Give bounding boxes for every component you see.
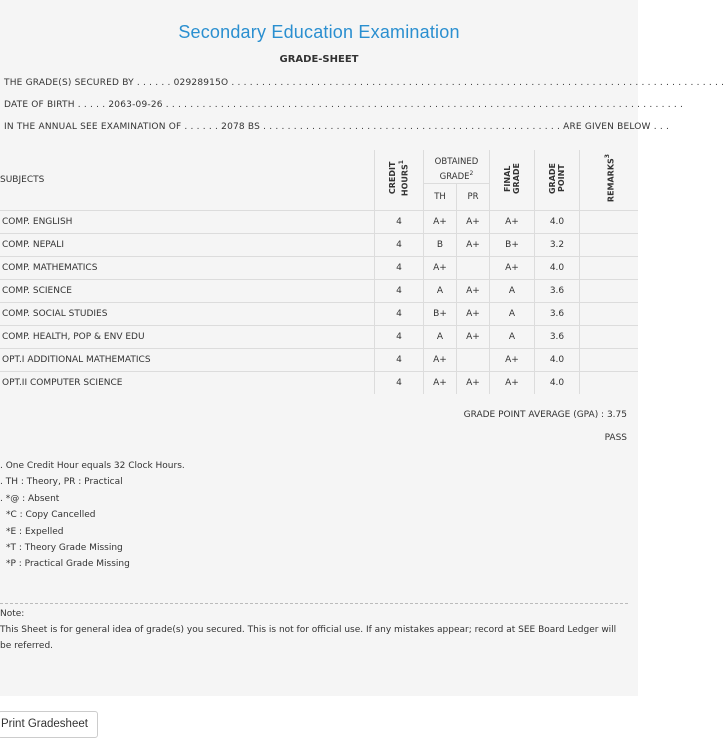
grade-sheet-heading: GRADE-SHEET bbox=[279, 54, 359, 65]
table-row bbox=[0, 257, 638, 280]
pr-grade-cell: A+ bbox=[457, 326, 490, 349]
grade-point-cell: 4.0 bbox=[535, 211, 580, 234]
final-grade-cell: B+ bbox=[490, 234, 535, 257]
table-row bbox=[0, 303, 638, 326]
th-grade-cell: B bbox=[424, 234, 457, 257]
grade-point-cell: 4.0 bbox=[535, 349, 580, 372]
remarks-cell bbox=[580, 326, 639, 349]
grade-point-cell: 3.2 bbox=[535, 234, 580, 257]
exam-label: IN THE ANNUAL SEE EXAMINATION OF bbox=[4, 122, 182, 132]
credit-cell: 4 bbox=[375, 257, 424, 280]
footnote-item: . One Credit Hour equals 32 Clock Hours. bbox=[0, 461, 185, 471]
pr-header: PR bbox=[457, 183, 490, 210]
divider bbox=[0, 603, 628, 604]
footnote-item: *E : Expelled bbox=[6, 526, 64, 537]
th-grade-cell: A+ bbox=[424, 211, 457, 234]
pr-grade-cell: A+ bbox=[457, 372, 490, 395]
pr-grade-cell bbox=[457, 257, 490, 280]
table-header-row bbox=[0, 150, 638, 183]
secured-by-line: THE GRADE(S) SECURED BY . . . . . . 02928915O . . . . . . . . . . . . . . . . . . . . . . . . . . . . . . . . . . . . . . . . . . . . . . . . . . . . . . . . . . . . . . . . . . . . . . . . . . . . . . . . . bbox=[4, 78, 724, 88]
final-grade-cell: A bbox=[490, 303, 535, 326]
dob-line: DATE OF BIRTH . . . . . 2063-09-26 . . . . . . . . . . . . . . . . . . . . . . . . . . . . . . . . . . . . . . . . . . . . . . . . . . . . . . . . . . . . . . . . . . . . . . . . . . . . . . . . . . . . . bbox=[4, 100, 684, 110]
secured-by-label: THE GRADE(S) SECURED BY bbox=[4, 78, 134, 88]
remarks-cell bbox=[580, 234, 639, 257]
footnote-item: *T : Theory Grade Missing bbox=[6, 543, 123, 554]
th-grade-cell: A+ bbox=[424, 257, 457, 280]
credit-cell: 4 bbox=[375, 372, 424, 395]
th-grade-cell: A bbox=[424, 326, 457, 349]
th-grade-cell: B+ bbox=[424, 303, 457, 326]
dob-label: DATE OF BIRTH bbox=[4, 100, 75, 110]
grades-table bbox=[0, 150, 638, 394]
grade-point-cell: 3.6 bbox=[535, 326, 580, 349]
subject-cell: COMP. ENGLISH bbox=[0, 211, 375, 234]
pr-grade-cell: A+ bbox=[457, 280, 490, 303]
note-label: Note: bbox=[0, 609, 25, 619]
final-grade-cell: A+ bbox=[490, 211, 535, 234]
table-row bbox=[0, 211, 638, 234]
footnote-item: . TH : Theory, PR : Practical bbox=[0, 477, 123, 488]
pr-grade-cell: A+ bbox=[457, 211, 490, 234]
footnote-item: *C : Copy Cancelled bbox=[6, 510, 96, 521]
credit-cell: 4 bbox=[375, 280, 424, 303]
subject-cell: OPT.I ADDITIONAL MATHEMATICS bbox=[0, 349, 375, 372]
remarks-cell bbox=[580, 280, 639, 303]
final-grade-cell: A bbox=[490, 280, 535, 303]
th-grade-cell: A+ bbox=[424, 372, 457, 395]
credit-cell: 4 bbox=[375, 349, 424, 372]
table-row bbox=[0, 349, 638, 372]
dob-value: 2063-09-26 bbox=[108, 100, 163, 110]
final-grade-header: FINAL GRADE bbox=[490, 150, 535, 211]
table-row bbox=[0, 234, 638, 257]
subject-cell: COMP. SOCIAL STUDIES bbox=[0, 303, 375, 326]
remarks-header: REMARKS$^3$ bbox=[580, 150, 639, 211]
exam-title: Secondary Education Examination bbox=[178, 22, 460, 42]
result-status: PASS bbox=[604, 433, 627, 443]
table-row bbox=[0, 326, 638, 349]
exam-line: IN THE ANNUAL SEE EXAMINATION OF . . . . . . 2078 BS . . . . . . . . . . . . . . . . . . . . . . . . . . . . . . . . . . . . . . . . . . . . . . . . . ARE GIVEN BELOW . . . bbox=[4, 122, 670, 132]
grade-point-cell: 4.0 bbox=[535, 372, 580, 395]
remarks-cell bbox=[580, 211, 639, 234]
subject-cell: OPT.II COMPUTER SCIENCE bbox=[0, 372, 375, 395]
footnote-item: *P : Practical Grade Missing bbox=[6, 559, 130, 570]
th-header: TH bbox=[424, 183, 457, 210]
table-row bbox=[0, 280, 638, 303]
subject-cell: COMP. MATHEMATICS bbox=[0, 257, 375, 280]
final-grade-cell: A+ bbox=[490, 257, 535, 280]
grade-point-cell: 3.6 bbox=[535, 303, 580, 326]
subject-cell: COMP. HEALTH, POP & ENV EDU bbox=[0, 326, 375, 349]
footnotes bbox=[0, 458, 185, 573]
remarks-cell bbox=[580, 257, 639, 280]
grade-point-cell: 4.0 bbox=[535, 257, 580, 280]
table-row bbox=[0, 372, 638, 395]
credit-hours-header: CREDIT HOURS$^1$ bbox=[375, 150, 424, 211]
given-below-label: ARE GIVEN BELOW bbox=[563, 122, 651, 132]
print-gradesheet-button[interactable]: Print Gradesheet bbox=[0, 711, 98, 738]
pr-grade-cell: A+ bbox=[457, 303, 490, 326]
credit-cell: 4 bbox=[375, 326, 424, 349]
remarks-cell bbox=[580, 349, 639, 372]
remarks-cell bbox=[580, 372, 639, 395]
remarks-cell bbox=[580, 303, 639, 326]
symbol-number: 02928915O bbox=[173, 78, 229, 88]
disclaimer-note bbox=[0, 606, 620, 654]
gpa-value: GRADE POINT AVERAGE (GPA) : 3.75 bbox=[463, 410, 627, 420]
obtained-grade-header: OBTAINED GRADE$^2$ bbox=[424, 150, 490, 183]
note-text: This Sheet is for general idea of grade(s) you secured. This is not for official use. If any mistakes appear; record at SEE Board Ledger will be referred. bbox=[0, 625, 617, 651]
credit-cell: 4 bbox=[375, 303, 424, 326]
exam-year: 2078 BS bbox=[221, 122, 261, 132]
subject-cell: COMP. SCIENCE bbox=[0, 280, 375, 303]
grade-point-cell: 3.6 bbox=[535, 280, 580, 303]
grade-point-header: GRADE POINT bbox=[535, 150, 580, 211]
th-grade-cell: A+ bbox=[424, 349, 457, 372]
credit-cell: 4 bbox=[375, 211, 424, 234]
final-grade-cell: A bbox=[490, 326, 535, 349]
final-grade-cell: A+ bbox=[490, 372, 535, 395]
pr-grade-cell bbox=[457, 349, 490, 372]
subject-cell: COMP. NEPALI bbox=[0, 234, 375, 257]
footnote-item: . *@ : Absent bbox=[0, 493, 60, 504]
final-grade-cell: A+ bbox=[490, 349, 535, 372]
pr-grade-cell: A+ bbox=[457, 234, 490, 257]
credit-cell: 4 bbox=[375, 234, 424, 257]
subjects-header: SUBJECTS bbox=[0, 175, 45, 185]
th-grade-cell: A bbox=[424, 280, 457, 303]
grade-rows bbox=[0, 211, 638, 395]
